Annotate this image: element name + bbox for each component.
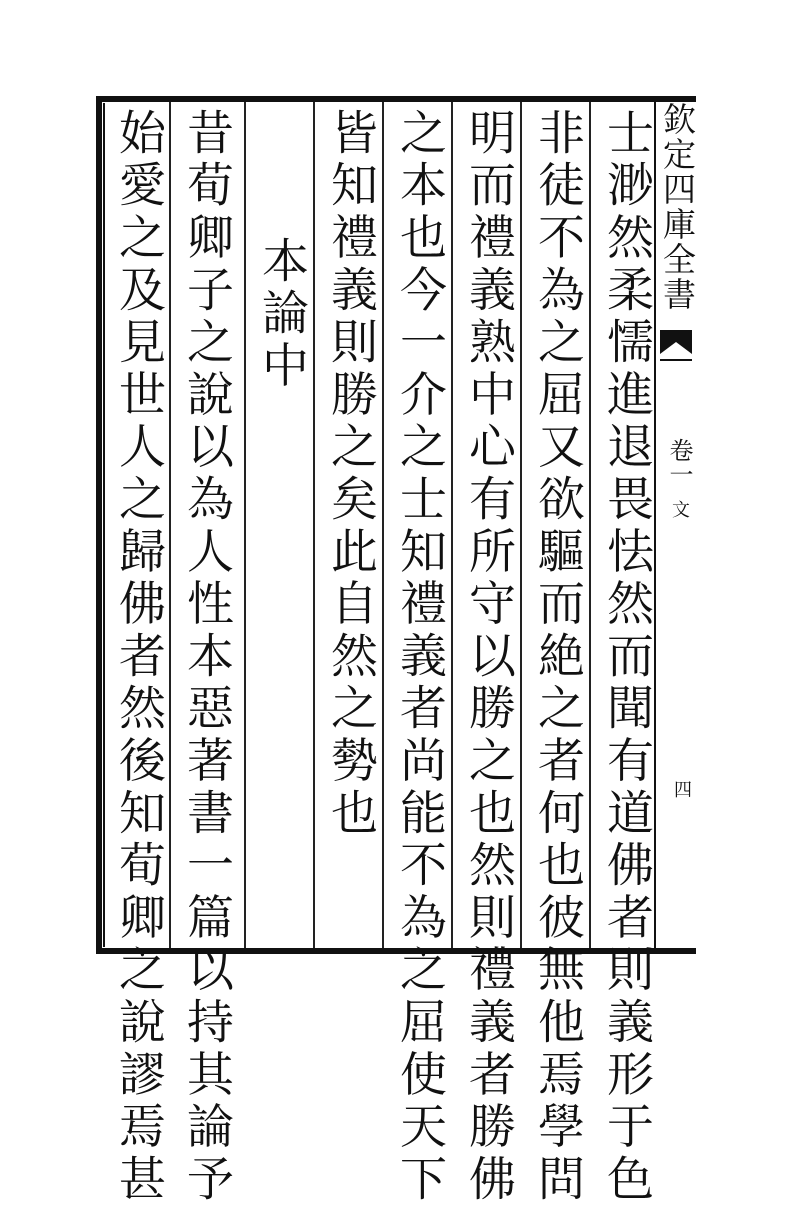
text-column-1: 士渺然柔懦進退畏怯然而聞有道佛者則義形于色 bbox=[599, 108, 654, 1206]
text-column-7: 昔荀卿子之說以為人性本惡著書一篇以持其論予 bbox=[179, 108, 234, 1206]
border-inner-line bbox=[103, 103, 105, 947]
text-column-4: 之本也今一介之士知禮義者尚能不為之屈使天下 bbox=[392, 108, 447, 1206]
volume-sub-label: 文 bbox=[669, 500, 690, 518]
column-divider bbox=[313, 102, 315, 948]
book-title: 欽定四庫全書 bbox=[658, 102, 697, 312]
column-divider bbox=[520, 102, 522, 948]
text-column-5: 皆知禮義則勝之矣此自然之勢也 bbox=[323, 108, 378, 841]
column-divider bbox=[382, 102, 384, 948]
section-heading: 本論中 bbox=[254, 236, 309, 393]
column-divider bbox=[244, 102, 246, 948]
text-column-2: 非徒不為之屈又欲驅而絶之者何也彼無他焉學問 bbox=[530, 108, 585, 1206]
text-column-3: 明而禮義熟中心有所守以勝之也然則禮義者勝佛 bbox=[461, 108, 516, 1206]
column-divider bbox=[169, 102, 171, 948]
column-divider bbox=[451, 102, 453, 948]
fish-tail-ornament-icon bbox=[660, 330, 692, 364]
text-column-8: 始愛之及見世人之歸佛者然後知荀卿之說謬焉甚 bbox=[111, 108, 166, 1206]
page-marker: 四 bbox=[671, 780, 692, 798]
volume-label: 卷一 bbox=[665, 438, 693, 486]
column-divider bbox=[589, 102, 591, 948]
